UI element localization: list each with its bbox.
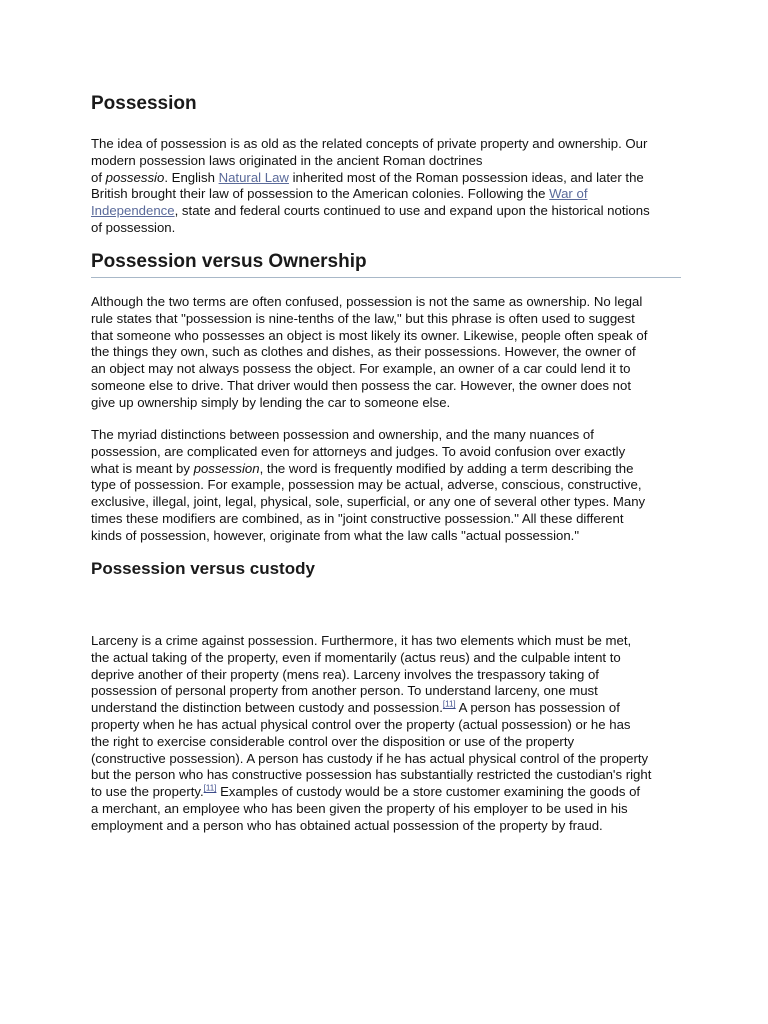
text-line — [91, 170, 681, 187]
text-line: possession of personal property from another person. To understand larceny, one must — [91, 683, 598, 699]
text-run: , the word is frequently modified by adding a term describing the — [259, 460, 634, 476]
paragraph-ownership-2 — [91, 427, 681, 545]
paragraph-custody — [91, 633, 681, 835]
text-line: that someone who possesses an object is most likely its owner. Likewise, people often speak of — [91, 327, 648, 343]
heading-possession-versus-ownership: Possession versus Ownership — [91, 251, 681, 278]
text-line: modern possession laws originated in the ancient Roman doctrines — [91, 152, 483, 168]
text-line: but the person who has constructive possession has substantially restricted the custodian's right — [91, 767, 652, 783]
text-line: deprive another of their property (mens rea). Larceny involves the trespassory taking of — [91, 666, 599, 682]
link-war-of-independence[interactable]: Independence — [91, 203, 175, 219]
text-run: to use the property. — [91, 784, 204, 800]
text-line: give up ownership simply by lending the car to someone else. — [91, 394, 451, 410]
text-line: Larceny is a crime against possession. Furthermore, it has two elements which must be met, — [91, 633, 632, 648]
italic-term: possession — [193, 460, 260, 476]
text-line: someone else to drive. That driver would then possess the car. However, the owner does not — [91, 377, 632, 393]
text-run: . English — [164, 169, 219, 185]
text-line: a merchant, an employee who has been given the property of his employer to be used in his — [91, 800, 628, 816]
heading-possession-versus-custody: Possession versus custody — [91, 559, 315, 578]
text-line: rule states that "possession is nine-tenths of the law," but this phrase is often used to suggest — [91, 310, 635, 326]
footnote-ref-11[interactable]: [11] — [203, 783, 217, 793]
paragraph-ownership-1 — [91, 294, 681, 412]
text-line: Although the two terms are often confused, possession is not the same as ownership. No legal — [91, 294, 643, 309]
paragraph-possession-intro — [91, 136, 681, 237]
footnote-ref-11[interactable]: [11] — [442, 699, 456, 709]
text-run: inherited most of the Roman possession ideas, and later the — [288, 169, 644, 185]
text-run: of — [91, 169, 106, 185]
text-line: (constructive possession). A person has custody if he has actual physical control of the property — [91, 750, 649, 766]
text-line: of possession. — [91, 219, 176, 235]
text-line: the actual taking of the property, even if momentarily (actus reus) and the culpable intent to — [91, 649, 621, 665]
text-line: the right to exercise considerable control over the disposition or use of the property — [91, 733, 575, 749]
text-run: , state and federal courts continued to use and expand upon the historical notions — [174, 203, 650, 219]
link-natural-law[interactable]: Natural Law — [218, 169, 289, 185]
text-line — [91, 700, 681, 717]
text-line: an object may not always possess the object. For example, an owner of a car could lend it to — [91, 361, 631, 377]
text-line — [91, 203, 681, 220]
text-run: what is meant by — [91, 460, 194, 476]
text-run: British brought their law of possession to the American colonies. Following the — [91, 186, 550, 202]
text-line: the things they own, such as clothes and dishes, as their possessions. However, the owner of — [91, 344, 636, 360]
text-line: type of possession. For example, possession may be actual, adverse, conscious, constructive, — [91, 477, 642, 493]
text-line — [91, 784, 681, 801]
text-line — [91, 186, 681, 203]
text-line: The idea of possession is as old as the related concepts of private property and ownership. Our — [91, 136, 648, 151]
text-line — [91, 461, 681, 478]
italic-term: possessio — [105, 169, 165, 185]
text-run: A person has possession of — [455, 700, 620, 716]
text-line: possession, are complicated even for attorneys and judges. To avoid confusion over exactly — [91, 443, 626, 459]
text-line: kinds of possession, however, originate from what the law calls "actual possession." — [91, 527, 580, 543]
text-line: exclusive, illegal, joint, legal, physical, sole, superficial, or any one of several other types. Many — [91, 494, 646, 510]
text-line: The myriad distinctions between possession and ownership, and the many nuances of — [91, 427, 594, 442]
text-line: times these modifiers are combined, as in "joint constructive possession." All these different — [91, 510, 624, 526]
text-run: understand the distinction between custody and possession. — [91, 700, 443, 716]
text-line: employment and a person who has obtained actual possession of the property by fraud. — [91, 817, 603, 833]
text-run: Examples of custody would be a store customer examining the goods of — [216, 784, 641, 800]
heading-possession: Possession — [91, 93, 197, 114]
link-war-of-independence[interactable]: War of — [549, 186, 588, 202]
text-line: property when he has actual physical control over the property (actual possession) or he has — [91, 716, 631, 732]
